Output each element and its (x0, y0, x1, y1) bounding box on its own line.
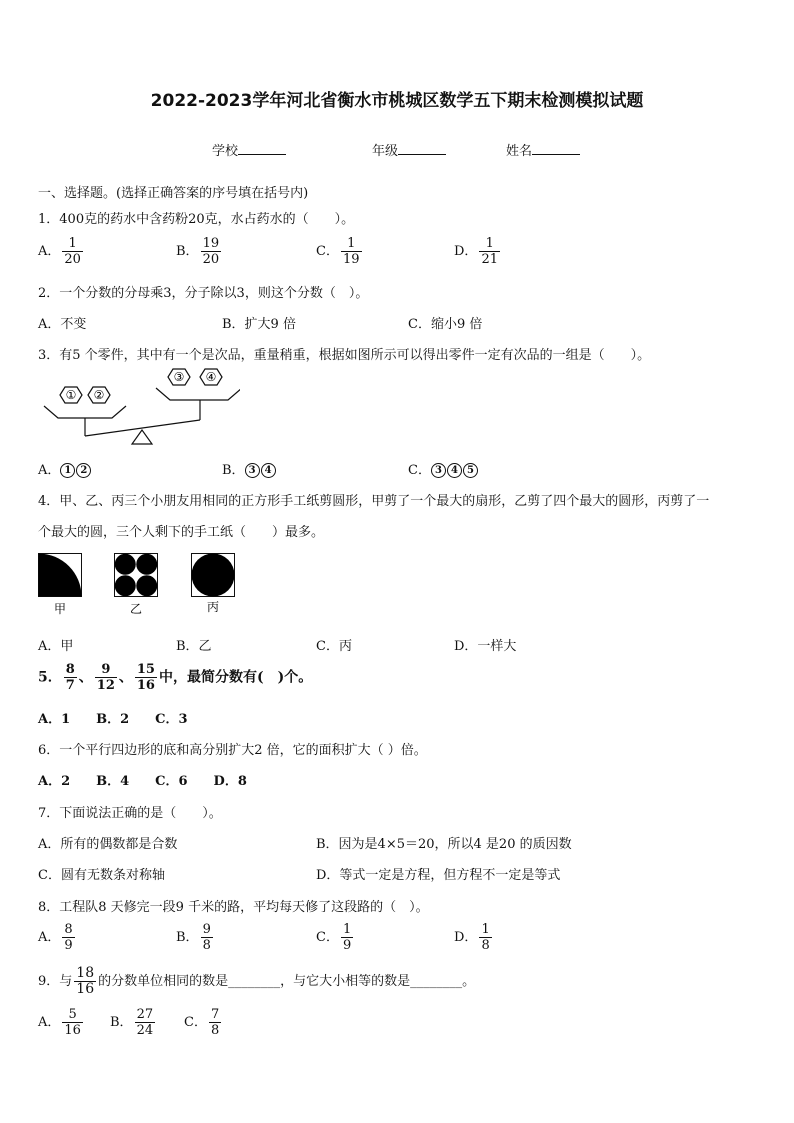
circle-shape (115, 554, 136, 575)
paper-cutting-figure (38, 553, 238, 617)
question-3: 3．有5 个零件，其中有一个是次品，重量稍重，根据如图所示可以得出零件一定有次品的一组是（ ）。 (38, 348, 651, 363)
circle-shape (192, 554, 235, 597)
q4-option-c: C．丙 (316, 639, 352, 654)
q9-option-c: C． $\frac{7}{8}$ (184, 1007, 220, 1038)
question-8: 8．工程队8 天修完一段9 千米的路，平均每天修了这段路的（ ）。 (38, 900, 429, 915)
right-part-3: ③ (173, 370, 185, 384)
grade-field: 年级 (372, 140, 446, 159)
question-6: 6．一个平行四边形的底和高分别扩大2 倍，它的面积扩大（ ）倍。 (38, 743, 427, 758)
q2-option-a: A．不变 (38, 317, 87, 332)
q2-option-c: C．缩小9 倍 (408, 317, 483, 332)
question-9: 9．与 $\frac{18}{16}$ 的分数单位相同的数是________，与它大小相等的数是________。 (38, 965, 476, 997)
left-part-2: ② (93, 388, 105, 402)
q9-option-a: A． $\frac{5}{16}$ (38, 1007, 81, 1038)
fulcrum-icon (132, 430, 152, 444)
circle-shape (136, 575, 157, 596)
q1-option-b: B． $\frac{19}{20}$ (176, 236, 220, 267)
q9-option-b: B． $\frac{27}{24}$ (110, 1007, 154, 1038)
left-pan (44, 406, 126, 418)
section-heading: 一、选择题。(选择正确答案的序号填在括号内) (38, 186, 309, 201)
q4-option-b: B．乙 (176, 639, 212, 654)
q4-option-a: A．甲 (38, 639, 74, 654)
q4-option-d: D．一样大 (454, 639, 517, 654)
q3-option-c: C． 3 4 5 (408, 459, 479, 478)
label-yi: 乙 (129, 602, 143, 616)
q1-option-a: A． $\frac{1}{20}$ (38, 236, 81, 267)
q1-option-d: D． $\frac{1}{21}$ (454, 236, 498, 267)
q3-option-a: A． 1 2 (38, 459, 92, 478)
q3-option-b: B． 3 4 (222, 459, 277, 478)
question-4-line-1: 4．甲、乙、丙三个小朋友用相同的正方形手工纸剪圆形，甲剪了一个最大的扇形，乙剪了四个最大的圆形，丙剪了一 (38, 494, 710, 509)
question-5: 5． $\frac{8}{7}$ 、 $\frac{9}{12}$ 、 $\frac{15}{16}$ 中，最简分数有( )个。 (38, 662, 313, 693)
q8-option-d: D． $\frac{1}{8}$ (454, 922, 490, 953)
label-jia: 甲 (53, 602, 67, 616)
name-field: 姓名 (506, 140, 580, 159)
right-part-4: ④ (205, 370, 217, 384)
q7-option-d: D．等式一定是方程，但方程不一定是等式 (316, 868, 561, 883)
q2-option-b: B．扩大9 倍 (222, 317, 296, 332)
q8-option-b: B． $\frac{9}{8}$ (176, 922, 211, 953)
question-2: 2．一个分数的分母乘3，分子除以3，则这个分数（ ）。 (38, 286, 369, 301)
question-4-line-2: 个最大的圆，三个人剩下的手工纸（ ）最多。 (38, 525, 325, 540)
q5-options: A．1 B．2 C．3 (38, 712, 188, 727)
q8-option-a: A． $\frac{8}{9}$ (38, 922, 73, 953)
school-field: 学校 (212, 140, 286, 159)
balance-scale-figure (40, 366, 240, 450)
circle-shape (115, 575, 136, 596)
q8-option-c: C． $\frac{1}{9}$ (316, 922, 352, 953)
right-pan (156, 388, 240, 400)
q7-option-b: B．因为是4×5＝20，所以4 是20 的质因数 (316, 837, 572, 852)
page-title: 2022-2023学年河北省衡水市桃城区数学五下期末检测模拟试题 (150, 91, 644, 111)
left-part-1: ① (65, 388, 77, 402)
label-bing: 丙 (206, 600, 220, 614)
question-7: 7．下面说法正确的是（ ）。 (38, 806, 222, 821)
question-1: 1．400克的药水中含药粉20克，水占药水的（ ）。 (38, 212, 355, 227)
circle-shape (136, 554, 157, 575)
q7-option-c: C．圆有无数条对称轴 (38, 868, 165, 883)
beam-line (85, 420, 200, 436)
q1-option-c: C． $\frac{1}{19}$ (316, 236, 360, 267)
q6-options: A．2 B．4 C．6 D．8 (38, 774, 247, 789)
q7-option-a: A．所有的偶数都是合数 (38, 837, 178, 852)
